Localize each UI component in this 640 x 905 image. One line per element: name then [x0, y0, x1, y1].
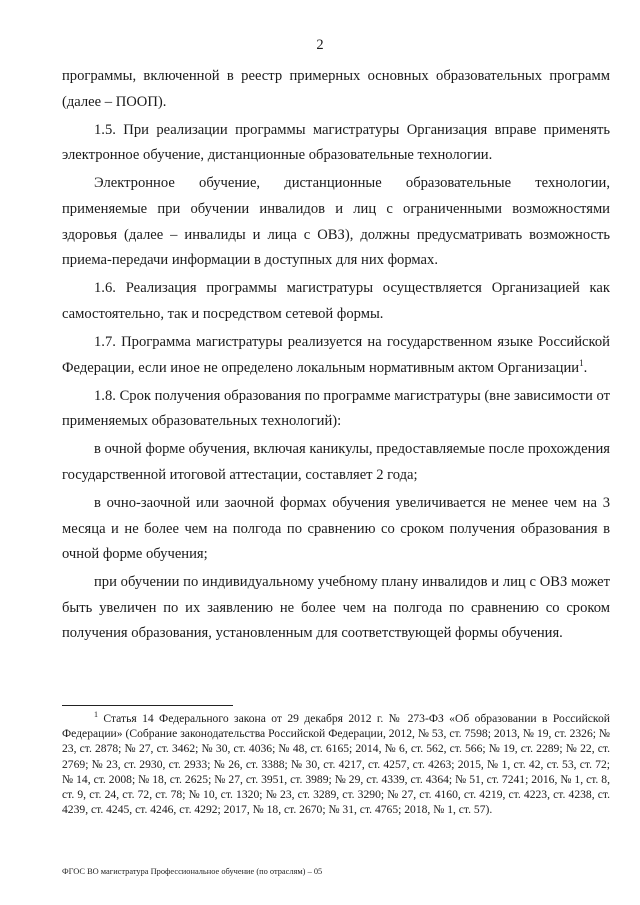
paragraph-part-time: в очно-заочной или заочной формах обучения увеличивается не менее чем на 3 месяца и не более чем на полгода по сравнению со сроком получения образования в очной форме обучения;: [62, 495, 610, 563]
page-footer: ФГОС ВО магистратура Профессиональное обучение (по отраслям) – 05: [62, 867, 323, 876]
paragraph-individual-plan: при обучении по индивидуальному учебному плану инвалидов и лиц с ОВЗ может быть увеличен по их заявлению не более чем на полгода по сравнению со сроком получения образования, установленным для соответствующей формы обучения.: [62, 574, 610, 642]
footnote-reference: 1: [579, 357, 584, 368]
page-number: 2: [316, 37, 324, 53]
paragraph-1-6: 1.6. Реализация программы магистратуры осуществляется Организацией как самостоятельно, так и посредством сетевой формы.: [62, 280, 610, 322]
footnote: [62, 711, 610, 817]
paragraph-1-7-text: 1.7. Программа магистратуры реализуется на государственном языке Российской Федерации, если иное не определено локальным нормативным актом Организации: [62, 333, 610, 376]
paragraph-1-7-end: .: [583, 359, 588, 376]
paragraph-1-8: 1.8. Срок получения образования по программе магистратуры (вне зависимости от применяемых образовательных технологий):: [62, 387, 610, 430]
paragraph-distance-learning: Электронное обучение, дистанционные образовательные технологии, применяемые при обучении инвалидов и лиц с ограниченными возможностями здоровья (далее – инвалиды и лица с ОВЗ), должны предусматривать возможность приема-передачи информации в доступных для них формах.: [62, 175, 610, 269]
document-body: [62, 64, 610, 647]
paragraph-full-time: в очной форме обучения, включая каникулы, предоставляемые после прохождения государственной итоговой аттестации, составляет 2 года;: [62, 441, 610, 483]
paragraph-1-5: 1.5. При реализации программы магистратуры Организация вправе применять электронное обучение, дистанционные образовательные технологии.: [62, 121, 610, 164]
footnote-divider: [62, 705, 233, 706]
footnote-text: Статья 14 Федерального закона от 29 декабря 2012 г. № 273-ФЗ «Об образовании в Российской Федерации» (Собрание законодательства Российской Федерации, 2012, № 53, ст. 7598; 2013, № 19, ст. 2326; № 23, ст. 2878; № 27, ст. 3462; № 30, ст. 4036; № 48, ст. 6165; 2014, № 6, ст. 562, ст. 566; № 19, ст. 2289; № 22, ст. 2769; № 23, ст. 2930, ст. 2933; № 26, ст. 3388; № 30, ст. 4217, ст. 4257, ст. 4263; 2015, № 1, ст. 42, ст. 53, ст. 72; № 14, ст. 2008; № 18, ст. 2625; № 27, ст. 3951, ст. 3989; № 29, ст. 4339, ст. 4364; № 51, ст. 7241; 2016, № 1, ст. 8, ст. 9, ст. 24, ст. 72, ст. 78; № 10, ст. 1320; № 23, ст. 3289, ст. 3290; № 27, ст. 4160, ст. 4219, ст. 4223, ст. 4238, ст. 4239, ст. 4245, ст. 4246, ст. 4292; 2017, № 18, ст. 2670; № 31, ст. 4765; 2018, № 1, ст. 57).: [62, 712, 610, 817]
paragraph-1-7: [62, 330, 610, 381]
footnote-marker: 1: [94, 710, 98, 720]
paragraph-1: программы, включенной в реестр примерных основных образовательных программ (далее – ПООП).: [62, 68, 610, 110]
